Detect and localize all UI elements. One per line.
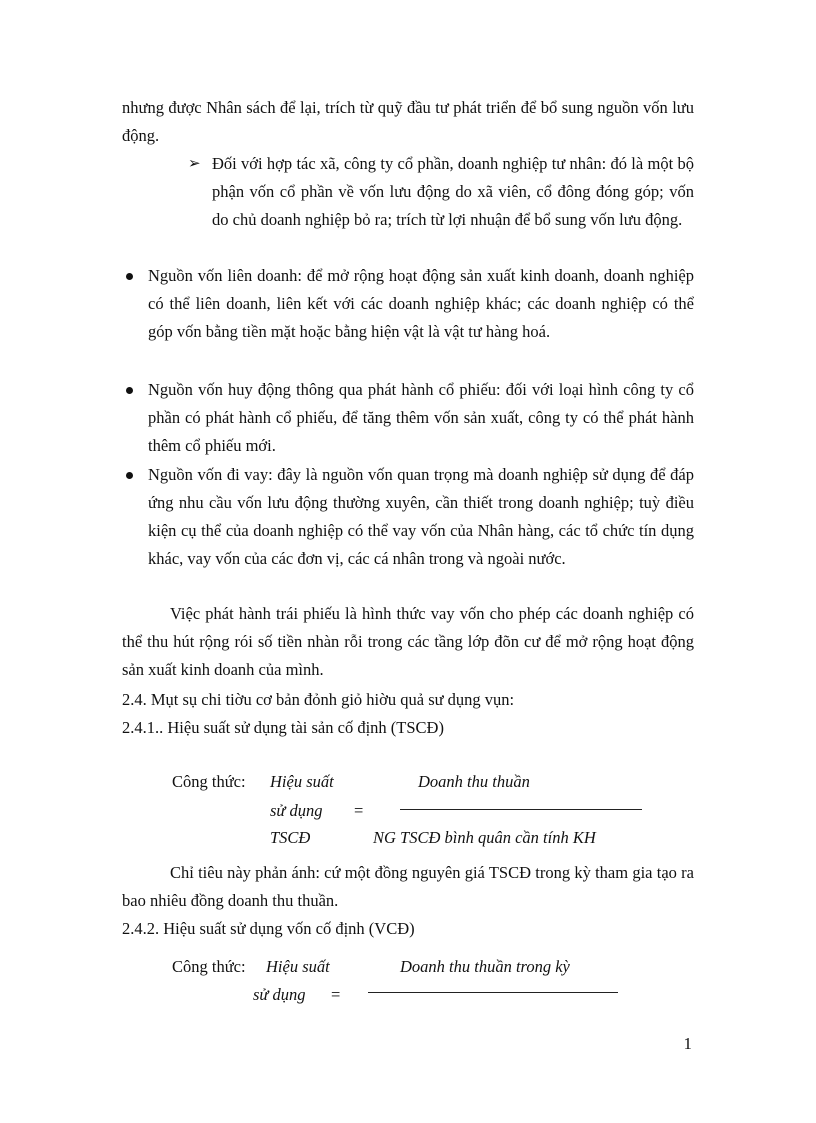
bullet-item-share-issue — [122, 376, 694, 460]
formula-lhs-line2: sử dụng — [253, 985, 306, 1004]
bullet-item-text: Nguồn vốn đi vay: đây là nguồn vốn quan trọng mà doanh nghiệp sử dụng để đáp ứng nhu cầu vốn lưu động thường xuyên, cần thiết trong doanh nghiệp; tuỳ điều kiện cụ thể của doanh nghiệp có thể vay vốn của Nhân hàng, các tổ chức tín dụng khác, vay vốn của các đơn vị, các cá nhân trong và ngoài nước. — [148, 465, 694, 568]
fraction-bar — [400, 809, 642, 810]
bullet-item-borrowing — [122, 461, 694, 573]
paragraph-tscd-note: Chỉ tiêu này phản ánh: cứ một đồng nguyên giá TSCĐ trong kỳ tham gia tạo ra bao nhiêu đồng doanh thu thuần. — [122, 863, 694, 910]
paragraph-top: nhưng được Nhân sách để lại, trích từ quỹ đầu tư phát triển để bổ sung nguồn vốn lưu động. — [122, 98, 694, 145]
page-number: 1 — [683, 1034, 692, 1053]
bullet-dot-icon — [126, 273, 133, 280]
formula-denominator: NG TSCĐ bình quân cần tính KH — [373, 828, 596, 847]
formula-numerator: Doanh thu thuần trong kỳ — [400, 957, 570, 976]
heading-2-4: 2.4. Mụt sụ chi tiờu cơ bản đỏnh giỏ hiờu quả sư dụng vụn: — [122, 690, 515, 709]
formula-label: Công thức: — [172, 772, 246, 791]
formula-lhs-line2: sử dụng — [270, 801, 323, 820]
paragraph-bond: Việc phát hành trái phiếu là hình thức vay vốn cho phép các doanh nghiệp có thể thu hút rộng rói số tiền nhàn rỗi trong các tầng lớp đõn cư để mở rộng hoạt động sản xuất kinh doanh của mình. — [122, 604, 694, 679]
formula-label: Công thức: — [172, 957, 246, 976]
bullet-item-text: Nguồn vốn huy động thông qua phát hành cổ phiếu: đối với loại hình công ty cổ phần có phát hành cổ phiếu, để tăng thêm vốn sản xuất, công ty có thể phát hành thêm cổ phiếu mới. — [148, 380, 694, 455]
bullet-dot-icon — [126, 472, 133, 479]
arrow-list-item-text: Đối với hợp tác xã, công ty cổ phần, doanh nghiệp tư nhân: đó là một bộ phận vốn cổ phần về vốn lưu động do xã viên, cổ đông đóng góp; vốn do chủ doanh nghiệp bỏ ra; trích từ lợi nhuận để bổ sung vốn lưu động. — [212, 154, 694, 229]
formula-lhs-line1: Hiệu suất — [266, 957, 330, 976]
arrow-bullet-icon: ➢ — [188, 156, 201, 172]
bullet-item-joint-venture — [122, 262, 694, 346]
formula-equals: = — [354, 801, 364, 820]
formula-lhs-line1: Hiệu suất — [270, 772, 334, 791]
bullet-dot-icon — [126, 387, 133, 394]
heading-2-4-2: 2.4.2. Hiệu suất sử dụng vốn cố định (VCĐ) — [122, 919, 415, 938]
formula-lhs-line3: TSCĐ — [270, 828, 311, 847]
formula-equals: = — [331, 985, 341, 1004]
formula-numerator: Doanh thu thuần — [418, 772, 530, 791]
heading-2-4-1: 2.4.1.. Hiệu suất sử dụng tài sản cố định (TSCĐ) — [122, 718, 444, 737]
bullet-item-text: Nguồn vốn liên doanh: để mở rộng hoạt động sản xuất kinh doanh, doanh nghiệp có thể liên doanh, liên kết với các doanh nghiệp khác; các doanh nghiệp có thể góp vốn bằng tiền mặt hoặc bằng hiện vật là vật tư hàng hoá. — [148, 266, 694, 341]
fraction-bar — [368, 992, 618, 993]
arrow-list-item — [188, 150, 694, 234]
